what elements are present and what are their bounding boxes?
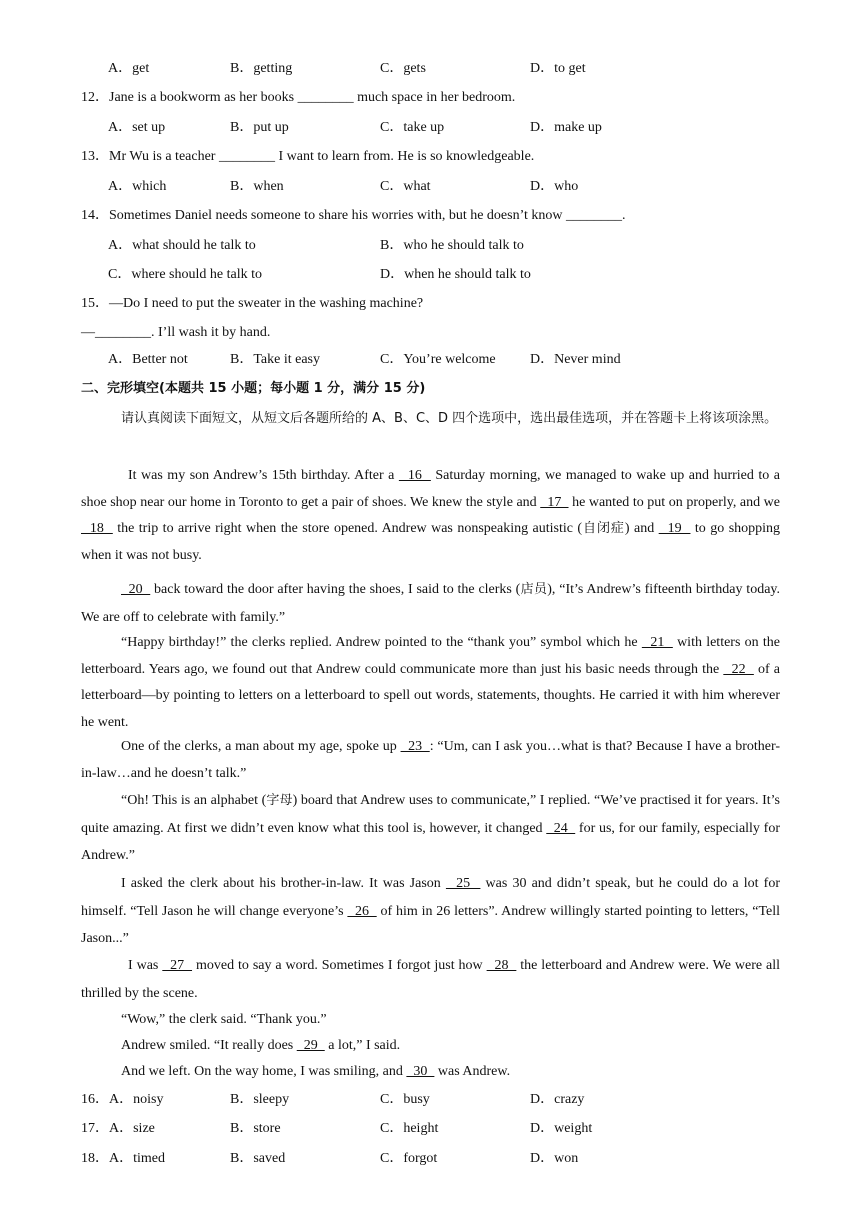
q11-options bbox=[108, 60, 788, 78]
blank-28: 28 bbox=[486, 958, 517, 973]
q12-option-a: A．set up bbox=[108, 120, 166, 135]
q14-stem: 14．Sometimes Daniel needs someone to share his worries with, but he doesn’t know ________. bbox=[81, 208, 626, 223]
section-instruction: 请认真阅读下面短文，从短文后各题所给的 A、B、C、D 四个选项中，选出最佳选项，并在答题卡上将该项涂黑。 bbox=[121, 411, 778, 426]
q16-option-c: C．busy bbox=[380, 1092, 430, 1107]
q13-option-a: A．which bbox=[108, 179, 167, 194]
q18-option-c: C．forgot bbox=[380, 1151, 438, 1166]
q12-option-c: C．take up bbox=[380, 120, 445, 135]
q15-option-d: D．Never mind bbox=[530, 352, 621, 367]
q12-option-d: D．make up bbox=[530, 120, 602, 135]
q11-option-d: D．to get bbox=[530, 61, 586, 76]
q11-option-c: C．gets bbox=[380, 61, 426, 76]
q14-option-a: A．what should he talk to bbox=[108, 238, 256, 253]
q14-option-d: D．when he should talk to bbox=[380, 267, 531, 282]
q11-option-a: A．get bbox=[108, 61, 150, 76]
q11-option-b: B．getting bbox=[230, 61, 293, 76]
q13-options bbox=[108, 178, 788, 196]
passage-paragraph-2: 20 back toward the door after having the shoes, I said to the clerks (店员), “It’s Andrew’s fifteenth birthday today. We are off to celebrate with family.” bbox=[81, 582, 780, 625]
blank-18: 18 bbox=[81, 521, 113, 536]
passage-paragraph-8: “Wow,” the clerk said. “Thank you.” bbox=[121, 1012, 327, 1027]
passage-paragraph-1: It was my son Andrew’s 15th birthday. After a 16 Saturday morning, we managed to wake up and hurried to a shoe shop near our home in Toronto to get a pair of shoes. We knew the style and 17 he wanted to put on properly, and we 18 the trip to arrive right when the store opened. Andrew was nonspeaking autistic (自闭症) and 19 to go shopping when it was not busy. bbox=[81, 468, 781, 563]
q17-option-a: 17．A．size bbox=[81, 1121, 155, 1136]
q15-option-a: A．Better not bbox=[108, 352, 188, 367]
passage-paragraph-10: And we left. On the way home, I was smiling, and 30 was Andrew. bbox=[121, 1064, 511, 1079]
blank-17: 17 bbox=[540, 494, 569, 510]
blank-24: 24 bbox=[546, 820, 576, 836]
q14-option-c: C．where should he talk to bbox=[108, 267, 262, 282]
blank-22: 22 bbox=[723, 661, 754, 677]
blank-23: 23 bbox=[400, 739, 430, 754]
q16-option-b: B．sleepy bbox=[230, 1092, 290, 1107]
passage-paragraph-6: I asked the clerk about his brother-in-law. It was Jason 25 was 30 and didn’t speak, but he could do a lot for himself. “Tell Jason he will change everyone’s 26 of him in 26 letters”. Andrew willingly started pointing to letters, “Tell Jason...” bbox=[81, 876, 781, 946]
q12-stem: 12．Jane is a bookworm as her books ________ much space in her bedroom. bbox=[81, 90, 516, 105]
section-heading: 二、完形填空(本题共 15 小题；每小题 1 分，满分 15 分) bbox=[81, 381, 426, 396]
q16-option-d: D．crazy bbox=[530, 1092, 585, 1107]
q13-option-b: B．when bbox=[230, 179, 284, 194]
q18-option-b: B．saved bbox=[230, 1151, 286, 1166]
blank-29: 29 bbox=[296, 1038, 325, 1053]
q12-options bbox=[108, 119, 788, 137]
q15-stem: 15．—Do I need to put the sweater in the washing machine? bbox=[81, 296, 424, 311]
q15-option-c: C．You’re welcome bbox=[380, 352, 496, 367]
q13-stem: 13．Mr Wu is a teacher ________ I want to learn from. He is so knowledgeable. bbox=[81, 149, 535, 164]
q18-option-d: D．won bbox=[530, 1151, 579, 1166]
q15-options bbox=[108, 351, 788, 369]
blank-16: 16 bbox=[398, 468, 431, 483]
q16-option-a: 16．A．noisy bbox=[81, 1092, 164, 1107]
q14-options-row2 bbox=[108, 266, 788, 284]
passage-paragraph-4: One of the clerks, a man about my age, spoke up 23 : “Um, can I ask you…what is that? Because I have a brother-in-law…and he doesn’t talk.” bbox=[81, 739, 781, 781]
q13-option-d: D．who bbox=[530, 179, 579, 194]
q14-options-row1 bbox=[108, 237, 788, 255]
passage-paragraph-7: I was 27 moved to say a word. Sometimes I forgot just how 28 the letterboard and Andrew were. We were all thrilled by the scene. bbox=[81, 958, 781, 1001]
q13-option-c: C．what bbox=[380, 179, 431, 194]
q18-option-a: 18．A．timed bbox=[81, 1151, 165, 1166]
passage-paragraph-3: “Happy birthday!” the clerks replied. Andrew pointed to the “thank you” symbol which he 21 with letters on the letterboard. Years ago, we found out that Andrew could communicate more than just his basic needs through the 22 of a letterboard—by pointing to letters on a letterboard to spell out words, statements, thoughts. He carried it with him wherever he went. bbox=[81, 635, 780, 730]
q17-option-d: D．weight bbox=[530, 1121, 593, 1136]
q18-options bbox=[81, 1150, 761, 1168]
q14-option-b: B．who he should talk to bbox=[380, 238, 524, 253]
q12-option-b: B．put up bbox=[230, 120, 289, 135]
q17-option-c: C．height bbox=[380, 1121, 439, 1136]
q15-reply: —________. I’ll wash it by hand. bbox=[81, 325, 271, 340]
passage-paragraph-9: Andrew smiled. “It really does 29 a lot,” I said. bbox=[121, 1038, 401, 1053]
passage-paragraph-5: “Oh! This is an alphabet (字母) board that Andrew uses to communicate,” I replied. “We’ve practised it for years. It’s quite amazing. At first we didn’t even know what this tool is, however, it changed 24 for us, for our family, especially for Andrew.” bbox=[81, 793, 780, 863]
blank-20: 20 bbox=[121, 582, 151, 597]
blank-26: 26 bbox=[347, 903, 377, 919]
q16-options bbox=[81, 1091, 761, 1109]
blank-21: 21 bbox=[641, 635, 673, 650]
blank-30: 30 bbox=[406, 1064, 435, 1079]
blank-27: 27 bbox=[162, 958, 193, 973]
q17-options bbox=[81, 1120, 761, 1138]
q17-option-b: B．store bbox=[230, 1121, 281, 1136]
blank-19: 19 bbox=[658, 521, 691, 536]
q15-option-b: B．Take it easy bbox=[230, 352, 320, 367]
blank-25: 25 bbox=[445, 876, 481, 891]
